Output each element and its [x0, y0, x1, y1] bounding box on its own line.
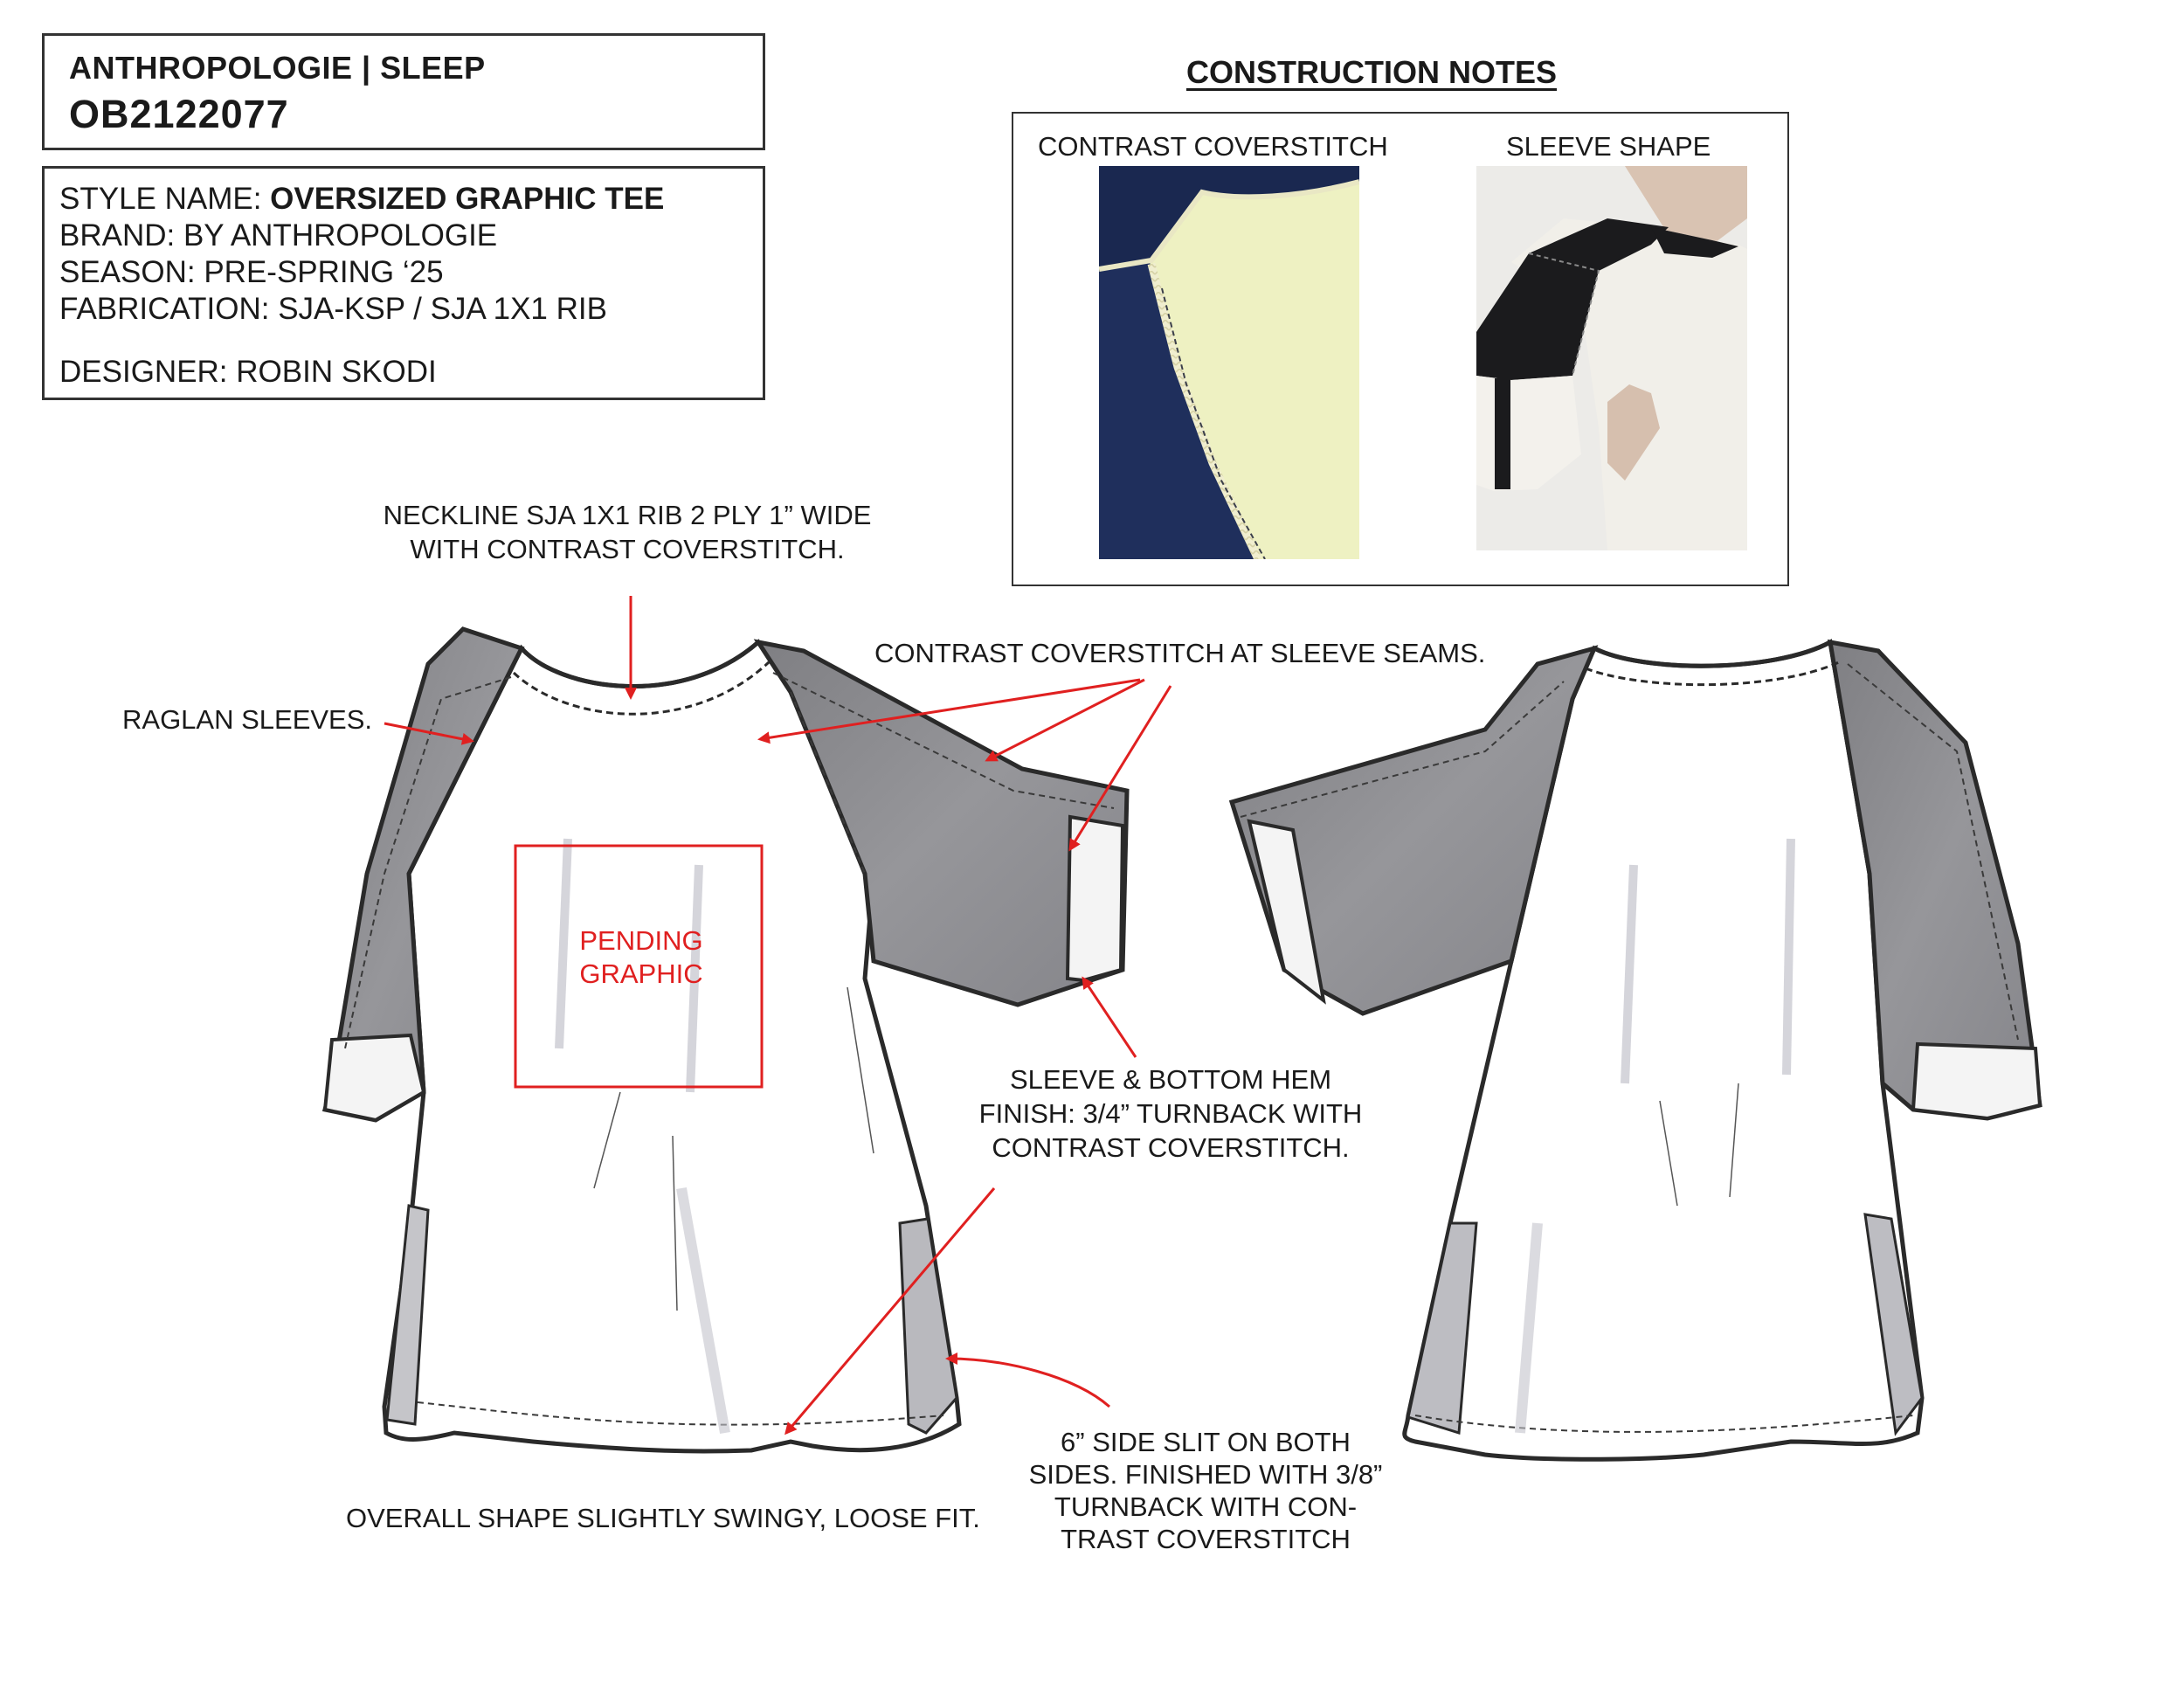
- hem-callout-line-3: CONTRAST COVERSTITCH.: [992, 1132, 1350, 1163]
- neckline-callout-line-2: WITH CONTRAST COVERSTITCH.: [410, 534, 845, 564]
- fabrication-line: FABRICATION: SJA-KSP / SJA 1X1 RIB: [59, 292, 607, 326]
- back-view: [1232, 642, 2040, 1459]
- side-slit-callout: [1013, 1426, 1398, 1555]
- overall-shape-callout: OVERALL SHAPE SLIGHTLY SWINGY, LOOSE FIT.: [346, 1503, 980, 1533]
- sleeve-seams-callout: CONTRAST COVERSTITCH AT SLEEVE SEAMS.: [874, 638, 1486, 668]
- style-name-value: OVERSIZED GRAPHIC TEE: [270, 182, 665, 216]
- hem-callout: [961, 1062, 1380, 1165]
- brand-line-spec: BRAND: BY ANTHROPOLOGIE: [59, 218, 498, 253]
- pending-graphic-label: [519, 924, 764, 991]
- contrast-coverstitch-caption: CONTRAST COVERSTITCH: [1038, 131, 1388, 162]
- neckline-callout-line-1: NECKLINE SJA 1X1 RIB 2 PLY 1” WIDE: [383, 500, 872, 530]
- style-name-label: STYLE NAME:: [59, 182, 271, 216]
- side-slit-line-3: TURNBACK WITH CON-: [1054, 1491, 1358, 1522]
- designer-line: DESIGNER: ROBIN SKODI: [59, 355, 437, 389]
- construction-notes-title: CONSTRUCTION NOTES: [1186, 54, 1558, 90]
- pending-line-1: PENDING: [579, 925, 703, 956]
- slit-arrow: [948, 1359, 1109, 1407]
- neckline-callout: [365, 498, 889, 566]
- raglan-callout: RAGLAN SLEEVES.: [122, 704, 373, 735]
- side-slit-line-1: 6” SIDE SLIT ON BOTH: [1061, 1427, 1351, 1457]
- season-line: SEASON: PRE-SPRING ‘25: [59, 255, 444, 289]
- side-slit-line-4: TRAST COVERSTITCH: [1061, 1524, 1351, 1554]
- hem-callout-line-2: FINISH: 3/4” TURNBACK WITH: [978, 1098, 1363, 1129]
- front-left-cuff: [325, 1035, 424, 1120]
- style-number: OB2122077: [69, 92, 289, 136]
- front-view: [325, 629, 1127, 1451]
- sleeve-shape-caption: SLEEVE SHAPE: [1506, 131, 1711, 162]
- side-slit-line-2: SIDES. FINISHED WITH 3/8”: [1028, 1459, 1383, 1490]
- brand-line: ANTHROPOLOGIE | SLEEP: [69, 50, 486, 86]
- back-right-cuff: [1913, 1044, 2040, 1118]
- hem-callout-line-1: SLEEVE & BOTTOM HEM: [1009, 1064, 1332, 1095]
- pending-line-2: GRAPHIC: [579, 958, 703, 989]
- hem-arrow-sleeve: [1083, 979, 1136, 1057]
